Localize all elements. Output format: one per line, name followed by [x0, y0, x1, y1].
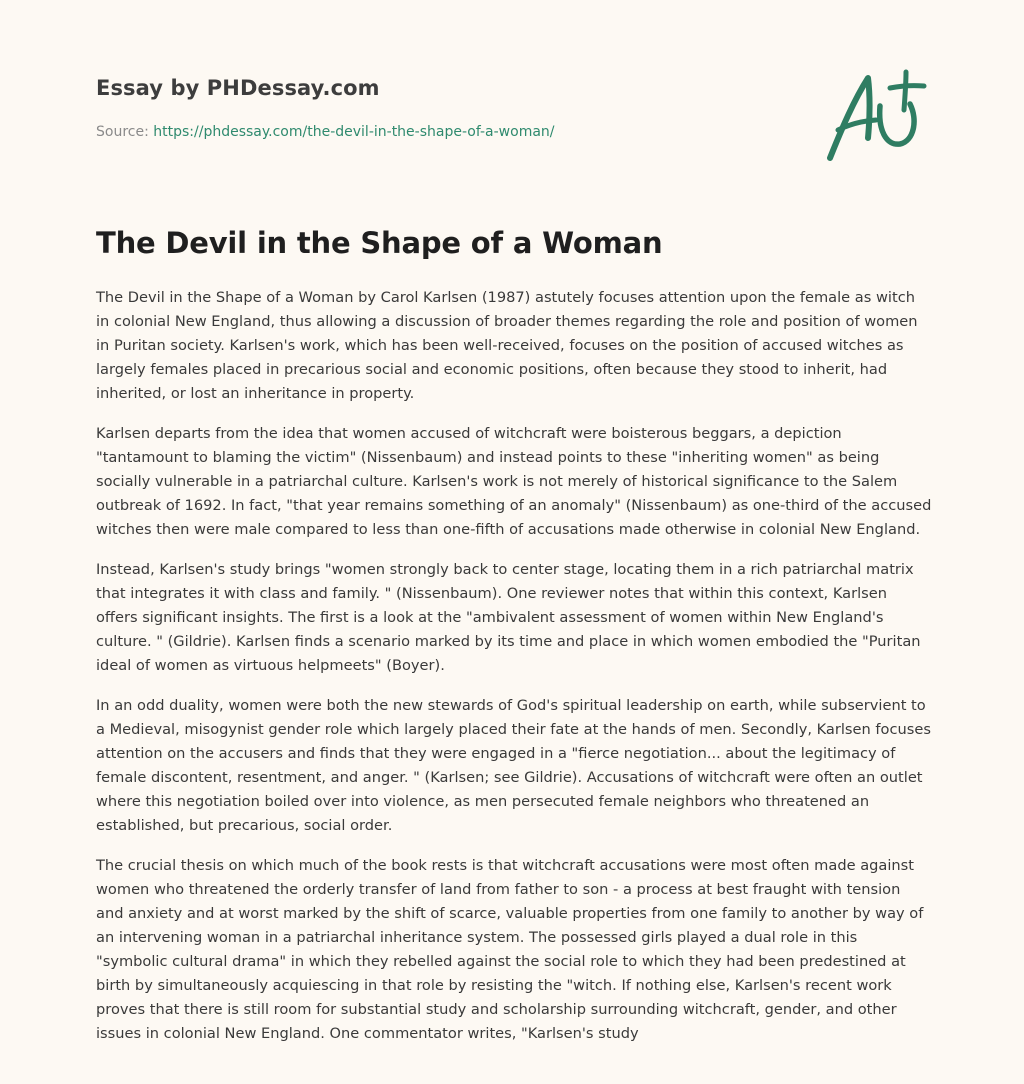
paragraph: Karlsen departs from the idea that women accused of witchcraft were boisterous beggars, a depiction "tantamount to blaming the victim" (Nissenbaum) and instead points to these "inheriting women" as being socially vulnerable in a patriarchal culture. Karlsen's work is not merely of historical significance to the Salem outbreak of 1692. In fact, "that year remains something of an anomaly" (Nissenbaum) as one-third of the accused witches then were male compared to less than one-fifth of accusations made otherwise in colonial New England.	[96, 425, 932, 538]
a-plus-logo-icon	[820, 64, 930, 168]
brand-title: Essay by PHDessay.com	[96, 76, 380, 100]
paragraph: The crucial thesis on which much of the book rests is that witchcraft accusations were most often made against women who threatened the orderly transfer of land from father to son - a process at best fraught with tension and anxiety and at worst marked by the shift of scarce, valuable properties from one family to another by way of an intervening woman in a patriarchal inheritance system. The possessed girls played a dual role in this "symbolic cultural drama" in which they rebelled against the social role to which they had been predestined at birth by simultaneously acquiescing in that role by resisting the "witch. If nothing else, Karlsen's recent work proves that there is still room for substantial study and scholarship surrounding witchcraft, gender, and other issues in colonial New England. One commentator writes, "Karlsen's study	[96, 857, 924, 1042]
page-header	[96, 76, 796, 140]
paragraph: Instead, Karlsen's study brings "women strongly back to center stage, locating them in a rich patriarchal matrix that integrates it with class and family. " (Nissenbaum). One reviewer notes that within this context, Karlsen offers significant insights. The first is a look at the "ambivalent assessment of women within New England's culture. " (Gildrie). Karlsen finds a scenario marked by its time and place in which women embodied the "Puritan ideal of women as virtuous helpmeets" (Boyer).	[96, 561, 921, 674]
source-line	[96, 124, 796, 140]
source-link[interactable]: https://phdessay.com/the-devil-in-the-shape-of-a-woman/	[153, 124, 555, 140]
paragraph: In an odd duality, women were both the new stewards of God's spiritual leadership on earth, while subservient to a Medieval, misogynist gender role which largely placed their fate at the hands of men. Secondly, Karlsen focuses attention on the accusers and finds that they were engaged in a "fierce negotiation... about the legitimacy of female discontent, resentment, and anger. " (Karlsen; see Gildrie). Accusations of witchcraft were often an outlet where this negotiation boiled over into violence, as men persecuted female neighbors who threatened an established, but precarious, social order.	[96, 697, 931, 834]
source-label: Source:	[96, 124, 154, 140]
article-title: The Devil in the Shape of a Woman	[96, 226, 663, 260]
article-body	[96, 286, 932, 1062]
paragraph: The Devil in the Shape of a Woman by Carol Karlsen (1987) astutely focuses attention upon the female as witch in colonial New England, thus allowing a discussion of broader themes regarding the role and position of women in Puritan society. Karlsen's work, which has been well-received, focuses on the position of accused witches as largely females placed in precarious social and economic positions, often because they stood to inherit, had inherited, or lost an inheritance in property.	[96, 289, 918, 402]
